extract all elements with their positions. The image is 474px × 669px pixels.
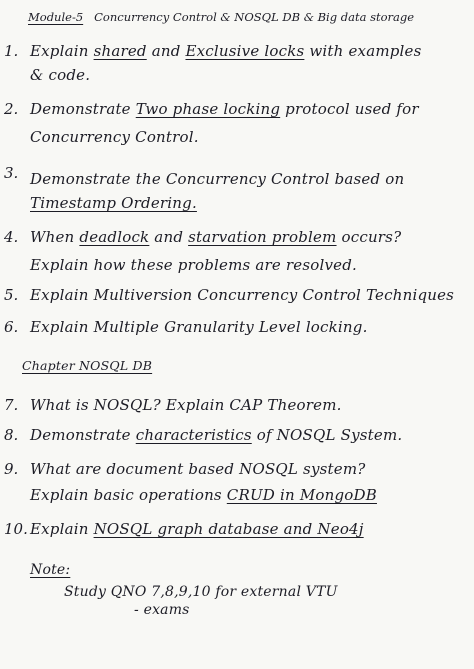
- question-number: 6.: [4, 318, 19, 336]
- question-number: 4.: [4, 228, 19, 246]
- module-label: Module-5: [28, 10, 84, 24]
- question-number: 3.: [4, 164, 19, 182]
- question-10-line-1: Explain NOSQL graph database and Neo4j: [30, 520, 364, 538]
- question-1-line-1: Explain shared and Exclusive locks with examples: [30, 42, 422, 60]
- module-title: Concurrency Control & NOSQL DB & Big data storage: [94, 10, 415, 24]
- question-1-line-2: & code.: [30, 66, 91, 84]
- question-3-line-2: Timestamp Ordering.: [30, 194, 197, 212]
- question-number: 9.: [4, 460, 19, 478]
- question-6-line-1: Explain Multiple Granularity Level locking.: [30, 318, 368, 336]
- chapter-heading: Chapter NOSQL DB: [22, 358, 153, 373]
- question-2-line-1: Demonstrate Two phase locking protocol used for: [30, 100, 419, 118]
- question-number: 8.: [4, 426, 19, 444]
- question-2-line-2: Concurrency Control.: [30, 128, 199, 146]
- question-number: 7.: [4, 396, 19, 414]
- question-4-line-1: When deadlock and starvation problem occurs?: [30, 228, 402, 246]
- question-7-line-1: What is NOSQL? Explain CAP Theorem.: [30, 396, 342, 414]
- question-5-line-1: Explain Multiversion Concurrency Control Techniques: [30, 286, 455, 304]
- note-line-2: - exams: [134, 602, 190, 618]
- question-4-line-2: Explain how these problems are resolved.: [30, 256, 358, 274]
- question-number: 2.: [4, 100, 19, 118]
- note-label: Note:: [30, 562, 71, 578]
- question-number: 10.: [4, 520, 28, 538]
- note-line-1: Study QNO 7,8,9,10 for external VTU: [64, 584, 338, 600]
- question-number: 1.: [4, 42, 19, 60]
- question-3-line-1: Demonstrate the Concurrency Control based on: [30, 170, 405, 188]
- question-9-line-2: Explain basic operations CRUD in MongoDB: [30, 486, 377, 504]
- question-number: 5.: [4, 286, 19, 304]
- question-8-line-1: Demonstrate characteristics of NOSQL System.: [30, 426, 403, 444]
- question-9-line-1: What are document based NOSQL system?: [30, 460, 366, 478]
- page-header: [28, 10, 414, 24]
